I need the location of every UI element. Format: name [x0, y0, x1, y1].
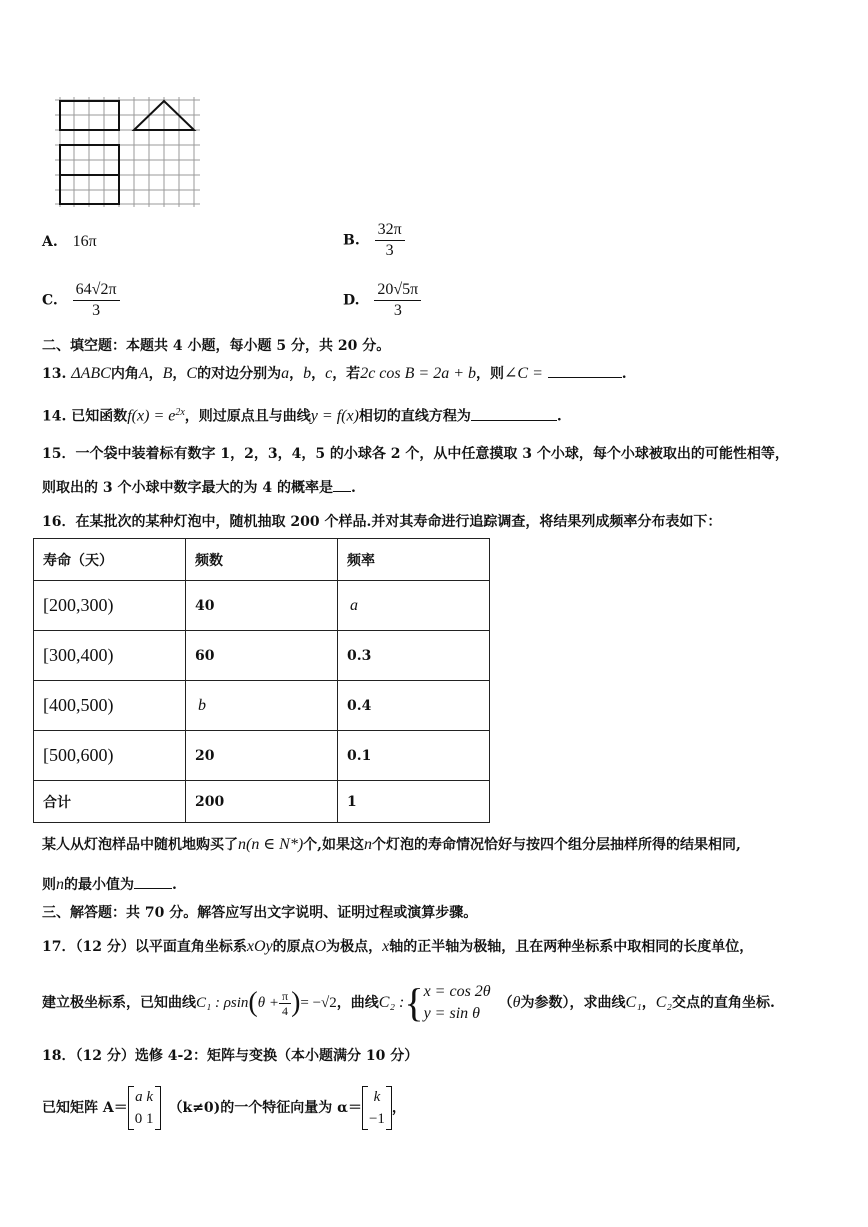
choice-c-numerator: 64√2π [73, 280, 120, 301]
table-row [34, 681, 490, 731]
answer-blank-13[interactable] [548, 365, 622, 378]
choice-b-label: B. [343, 232, 360, 249]
choice-b-fraction [375, 220, 405, 261]
choice-a-value: 16π [72, 233, 97, 250]
question-17-line1: 17．（12 分）以平面直角坐标系xOy的原点O为极点，x轴的正半轴为极轴，且在两种坐标系中取相同的长度单位， [42, 938, 754, 955]
answer-blank-14[interactable] [471, 408, 557, 421]
choice-c-denominator: 3 [92, 302, 101, 319]
choice-b-numerator: 32π [375, 220, 405, 241]
table-cell: 200 [186, 781, 338, 823]
table-cell: 60 [186, 631, 338, 681]
table-cell: a [350, 596, 358, 614]
table-cell: 40 [186, 581, 338, 631]
question-15-line2: 则取出的 3 个小球中数字最大的为 4 的概率是 . [42, 480, 356, 496]
table-cell: 20 [186, 731, 338, 781]
table-cell: b [198, 696, 206, 714]
choice-c-fraction [73, 280, 120, 321]
choice-d-fraction [374, 280, 421, 321]
table-cell: 合计 [34, 781, 186, 823]
choice-d-denominator: 3 [393, 302, 402, 319]
table-header: 频率 [338, 539, 490, 581]
question-16-after-line2: 则n的最小值为 . [42, 876, 177, 893]
three-view-figure [52, 92, 202, 210]
question-18-title: 18．（12 分）选修 4-2：矩阵与变换（本小题满分 10 分） [42, 1048, 419, 1064]
choice-b[interactable] [343, 220, 405, 261]
pi-over-4: $\frac{\pi}{4}$ [279, 989, 291, 1018]
answer-blank-16[interactable] [134, 876, 172, 889]
table-cell: 0.3 [338, 631, 490, 681]
section3-title: 三、解答题：共 70 分。解答应写出文字说明、证明过程或演算步骤。 [42, 905, 478, 921]
frequency-table [33, 538, 490, 823]
matrix-a: a k 0 1 [128, 1086, 161, 1130]
table-cell: [300,400) [43, 645, 114, 665]
table-cell: 0.4 [338, 681, 490, 731]
choice-c-label: C. [42, 292, 58, 309]
choice-b-denominator: 3 [385, 242, 394, 259]
question-17-line2: 建立极坐标系，已知曲线C₁ : ρsin(θ + $\frac{\pi}{4}$ )= −√2，曲线C₂ :{ x = cos 2θ y = sin θ （θ为参数），求曲线C₁，C₂交点的直角坐标. [42, 980, 775, 1025]
choice-d-label: D. [343, 292, 360, 309]
question-16-intro: 16．在某批次的某种灯泡中，随机抽取 200 个样品.并对其寿命进行追踪调查，将结果列成频率分布表如下： [42, 514, 722, 530]
table-row [34, 631, 490, 681]
question-18-body: 已知矩阵 A＝ a k 0 1 （k≠0)的一个特征向量为 α＝ k −1 ， [42, 1084, 406, 1132]
answer-blank-15[interactable] [333, 479, 351, 492]
eigenvector-alpha: k −1 [362, 1086, 392, 1130]
question-14: 14. 已知函数$f(x) = e^{2x}$，则过原点且与曲线y = f(x)相切的直线方程为 . [42, 407, 562, 425]
choice-c[interactable] [42, 280, 120, 321]
table-header: 频数 [186, 539, 338, 581]
table-header: 寿命（天） [34, 539, 186, 581]
section2-title: 二、填空题：本题共 4 小题，每小题 5 分，共 20 分。 [42, 338, 391, 354]
choice-a[interactable] [42, 232, 97, 252]
parametric-system: x = cos 2θ y = sin θ [423, 983, 491, 1022]
table-cell: [200,300) [43, 595, 114, 615]
question-15-line1: 15．一个袋中装着标有数字 1，2，3，4，5 的小球各 2 个，从中任意摸取 3 个小球，每个小球被取出的可能性相等， [42, 446, 789, 462]
choice-a-label: A. [42, 234, 58, 250]
table-header-row [34, 539, 490, 581]
table-cell: 0.1 [338, 731, 490, 781]
table-row-total [34, 781, 490, 823]
table-cell: [500,600) [43, 745, 114, 765]
choice-d[interactable] [343, 280, 421, 321]
choice-d-numerator: 20√5π [374, 280, 421, 301]
table-cell: [400,500) [43, 695, 114, 715]
question-16-after-line1: 某人从灯泡样品中随机地购买了n(n ∈ N*)个,如果这n个灯泡的寿命情况恰好与按四个组分层抽样所得的结果相同, [42, 836, 741, 853]
table-row [34, 581, 490, 631]
table-cell: 1 [338, 781, 490, 823]
table-row [34, 731, 490, 781]
question-13: 13. ΔABC内角A，B，C的对边分别为a，b，c，若2c cos B = 2a + b，则∠C = . [42, 365, 627, 382]
